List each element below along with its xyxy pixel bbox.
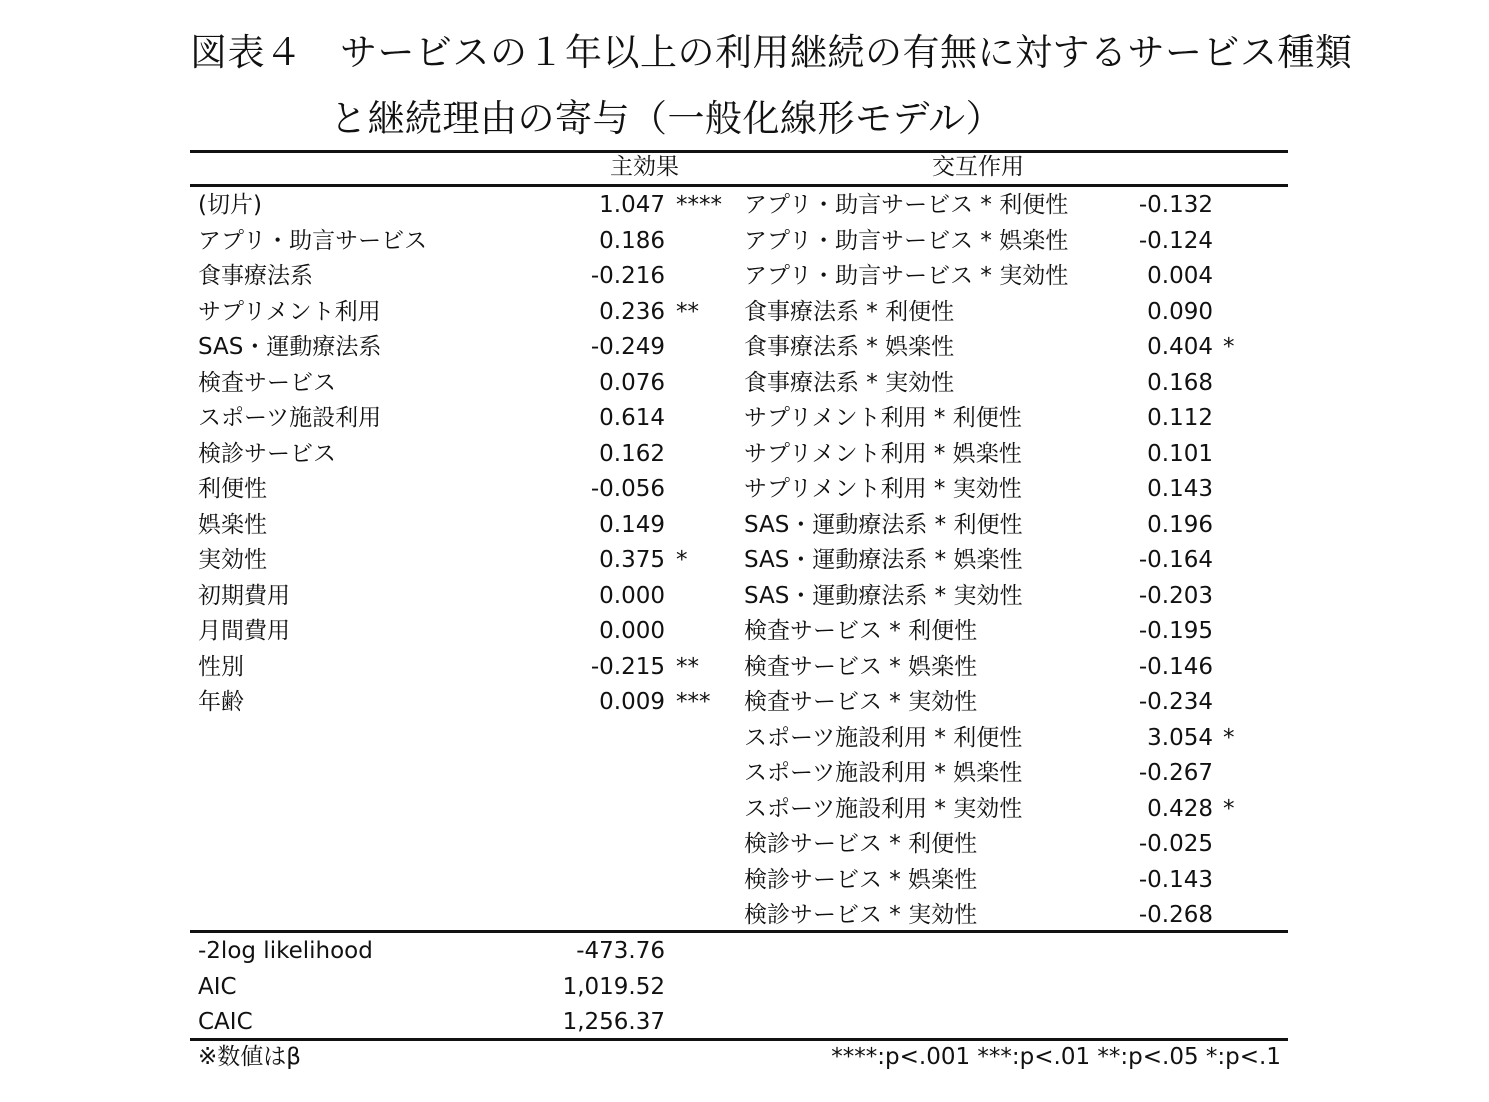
interaction-value: 0.404 — [1147, 334, 1213, 360]
interaction-value: -0.164 — [1138, 547, 1213, 573]
fit-stat-value: -473.76 — [576, 938, 665, 964]
interaction-label: 検診サービス * 娯楽性 — [744, 867, 978, 893]
interaction-label: 食事療法系 * 実効性 — [744, 370, 955, 396]
fit-stat-label: CAIC — [198, 1009, 253, 1035]
main-effect-value: 0.375 — [599, 547, 665, 573]
main-effect-label: 実効性 — [198, 547, 267, 573]
interaction-label: SAS・運動療法系 * 利便性 — [744, 512, 1023, 538]
interaction-value: 0.168 — [1147, 370, 1213, 396]
main-effect-label: 初期費用 — [198, 583, 290, 609]
fit-stat-label: -2log likelihood — [198, 938, 373, 964]
main-effect-significance: ** — [676, 654, 699, 680]
main-effect-value: 0.186 — [599, 228, 665, 254]
top-rule — [190, 150, 1288, 153]
main-effect-value: -0.215 — [590, 654, 665, 680]
interaction-label: SAS・運動療法系 * 娯楽性 — [744, 547, 1023, 573]
interaction-label: 食事療法系 * 娯楽性 — [744, 334, 955, 360]
interaction-label: サプリメント利用 * 娯楽性 — [744, 441, 1022, 467]
interaction-value: 0.143 — [1147, 476, 1213, 502]
fit-stat-value: 1,256.37 — [562, 1009, 665, 1035]
interaction-label: スポーツ施設利用 * 利便性 — [744, 725, 1023, 751]
main-effect-value: -0.216 — [590, 263, 665, 289]
interaction-value: 0.196 — [1147, 512, 1213, 538]
interaction-value: -0.203 — [1138, 583, 1213, 609]
interaction-label: 検診サービス * 利便性 — [744, 831, 978, 857]
interaction-value: -0.143 — [1138, 867, 1213, 893]
main-effect-significance: * — [676, 547, 688, 573]
main-effect-significance: ** — [676, 299, 699, 325]
main-effect-value: 1.047 — [599, 192, 665, 218]
interaction-label: 検査サービス * 実効性 — [744, 689, 978, 715]
interaction-label: 検診サービス * 実効性 — [744, 902, 978, 928]
footnote-significance: ****:p<.001 ***:p<.01 **:p<.05 *:p<.1 — [831, 1044, 1281, 1070]
interaction-value: -0.146 — [1138, 654, 1213, 680]
interaction-label: アプリ・助言サービス * 利便性 — [744, 192, 1069, 218]
header-main-effects: 主効果 — [610, 154, 679, 180]
main-effect-label: 月間費用 — [198, 618, 290, 644]
interaction-value: 0.428 — [1147, 796, 1213, 822]
main-effect-label: 娯楽性 — [198, 512, 267, 538]
interaction-significance: * — [1223, 725, 1235, 751]
interaction-value: 0.090 — [1147, 299, 1213, 325]
table-title-line1: 図表４ サービスの１年以上の利用継続の有無に対するサービス種類 — [190, 31, 1353, 74]
interaction-significance: * — [1223, 796, 1235, 822]
interaction-label: アプリ・助言サービス * 娯楽性 — [744, 228, 1069, 254]
interaction-value: 3.054 — [1147, 725, 1213, 751]
main-effect-value: 0.162 — [599, 441, 665, 467]
interaction-significance: * — [1223, 334, 1235, 360]
interaction-value: 0.101 — [1147, 441, 1213, 467]
interaction-value: -0.124 — [1138, 228, 1213, 254]
interaction-value: -0.234 — [1138, 689, 1213, 715]
main-effect-value: 0.076 — [599, 370, 665, 396]
interaction-label: サプリメント利用 * 実効性 — [744, 476, 1022, 502]
interaction-value: -0.267 — [1138, 760, 1213, 786]
interaction-label: スポーツ施設利用 * 実効性 — [744, 796, 1023, 822]
interaction-label: スポーツ施設利用 * 娯楽性 — [744, 760, 1023, 786]
main-effect-label: 性別 — [198, 654, 244, 680]
header-interactions: 交互作用 — [932, 154, 1024, 180]
main-effect-label: 検診サービス — [198, 441, 336, 467]
main-effect-label: 年齢 — [198, 689, 244, 715]
main-effect-value: 0.000 — [599, 618, 665, 644]
main-effect-label: 利便性 — [198, 476, 267, 502]
interaction-label: アプリ・助言サービス * 実効性 — [744, 263, 1069, 289]
main-effect-label: スポーツ施設利用 — [198, 405, 382, 431]
main-effect-significance: *** — [676, 689, 711, 715]
fit-stat-value: 1,019.52 — [562, 974, 665, 1000]
main-effect-label: サプリメント利用 — [198, 299, 381, 325]
main-effect-label: SAS・運動療法系 — [198, 334, 382, 360]
stats-rule — [190, 930, 1288, 933]
interaction-label: 食事療法系 * 利便性 — [744, 299, 955, 325]
main-effect-value: 0.614 — [599, 405, 665, 431]
main-effect-value: 0.236 — [599, 299, 665, 325]
interaction-label: SAS・運動療法系 * 実効性 — [744, 583, 1023, 609]
main-effect-label: アプリ・助言サービス — [198, 228, 428, 254]
bottom-rule — [190, 1038, 1288, 1041]
fit-stat-label: AIC — [198, 974, 237, 1000]
interaction-value: 0.004 — [1147, 263, 1213, 289]
main-effect-label: (切片) — [198, 192, 262, 218]
interaction-label: 検査サービス * 利便性 — [744, 618, 978, 644]
main-effect-value: 0.000 — [599, 583, 665, 609]
interaction-value: -0.268 — [1138, 902, 1213, 928]
main-effect-label: 検査サービス — [198, 370, 336, 396]
table-title-line2: と継続理由の寄与（一般化線形モデル） — [330, 97, 1004, 140]
main-effect-significance: **** — [676, 192, 722, 218]
header-rule — [190, 184, 1288, 187]
interaction-label: 検査サービス * 娯楽性 — [744, 654, 978, 680]
main-effect-value: -0.056 — [590, 476, 665, 502]
interaction-value: -0.195 — [1138, 618, 1213, 644]
interaction-label: サプリメント利用 * 利便性 — [744, 405, 1022, 431]
main-effect-label: 食事療法系 — [198, 263, 313, 289]
interaction-value: 0.112 — [1147, 405, 1213, 431]
main-effect-value: 0.149 — [599, 512, 665, 538]
main-effect-value: -0.249 — [590, 334, 665, 360]
interaction-value: -0.132 — [1138, 192, 1213, 218]
footnote-beta: ※数値はβ — [198, 1044, 301, 1070]
main-effect-value: 0.009 — [599, 689, 665, 715]
interaction-value: -0.025 — [1138, 831, 1213, 857]
